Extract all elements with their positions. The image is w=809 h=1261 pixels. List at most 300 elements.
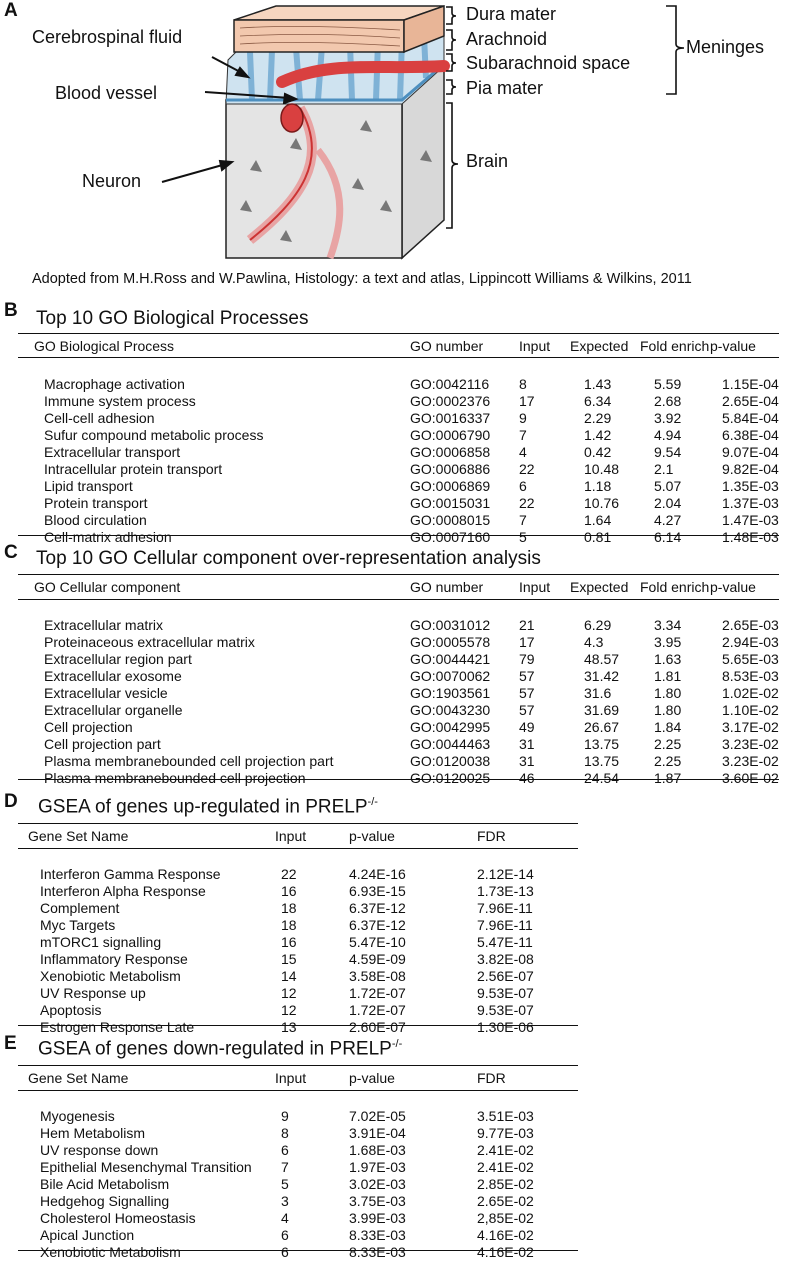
table-cell: Intracellular protein transport: [44, 461, 223, 478]
label-brain: Brain: [466, 151, 509, 171]
table-cell: 24.54: [584, 770, 620, 787]
table-cell: 8.53E-03: [722, 667, 779, 684]
table-row: [34, 426, 780, 443]
table-row: [34, 650, 780, 667]
table-cell: Inflammatory Response: [40, 951, 188, 968]
label-subarachnoid-space: Subarachnoid space: [466, 53, 631, 73]
table-spacer-cell: [28, 848, 577, 865]
table-row: [28, 1244, 577, 1261]
label-cerebrospinal-fluid: Cerebrospinal fluid: [32, 27, 183, 47]
table-cell: Lipid transport: [44, 478, 133, 495]
table-row: [28, 933, 577, 950]
table-row: [34, 616, 780, 633]
table-cell: 2.65E-03: [722, 616, 779, 633]
table-cell: 1.43: [584, 375, 612, 392]
table-cell: 3.23E-02: [722, 736, 779, 753]
table-cell: 15: [281, 951, 297, 968]
table-cell: Plasma membranebounded cell projection: [44, 770, 306, 787]
table-cell: GO:0031012: [410, 616, 491, 633]
table-cell: GO:0044463: [410, 736, 491, 753]
table-row: [34, 702, 780, 719]
table-cell: 31: [519, 736, 535, 753]
table-cell: 2.60E-07: [349, 1019, 406, 1036]
table-row: [34, 443, 780, 460]
table-cell: Cell-cell adhesion: [44, 409, 155, 426]
table-cell: 3.91E-04: [349, 1124, 406, 1141]
table-row: [28, 1193, 577, 1210]
table-row: [28, 1227, 577, 1244]
table-cell: Myogenesis: [40, 1107, 115, 1124]
table-cell: 6.37E-12: [349, 899, 406, 916]
table-cell: 48.57: [584, 650, 620, 667]
label-dura-mater: Dura mater: [466, 4, 557, 24]
table-cell: 8: [519, 375, 527, 392]
column-header: p-value: [349, 828, 395, 844]
table-cell: 4.16E-02: [477, 1227, 534, 1244]
table-cell: 1.37E-03: [722, 495, 779, 512]
table-row: [34, 495, 780, 512]
table-cell: 7: [519, 512, 527, 529]
table-cell: 22: [281, 865, 297, 882]
table-cell: 3.95: [654, 633, 682, 650]
table-cell: GO:0006790: [410, 426, 491, 443]
table-cell: Protein transport: [44, 495, 148, 512]
table-cell: 6: [519, 478, 527, 495]
table-cell: Extracellular region part: [44, 650, 192, 667]
table-cell: 2.65E-04: [722, 392, 779, 409]
table-cell: 9.53E-07: [477, 1002, 534, 1019]
table-cell: 26.67: [584, 719, 620, 736]
table-cell: 2.68: [654, 392, 682, 409]
table-spacer: [34, 358, 780, 375]
table-cell: 3.58E-08: [349, 968, 406, 985]
table-row: [34, 409, 780, 426]
table-row: [34, 753, 780, 770]
table-cell: GO:0005578: [410, 633, 491, 650]
table-cell: 1.10E-02: [722, 702, 779, 719]
table-cell: 46: [519, 770, 535, 787]
table-cell: Sufur compound metabolic process: [44, 426, 264, 443]
table-row: [34, 478, 780, 495]
table-cell: 3.75E-03: [349, 1193, 406, 1210]
table-spacer-cell: [34, 599, 780, 616]
column-header: Input: [519, 338, 551, 354]
table-cell: 6: [281, 1141, 289, 1158]
table-cell: 1.30E-06: [477, 1019, 534, 1036]
table-cell: Xenobiotic Metabolism: [40, 1244, 181, 1261]
table-spacer: [34, 599, 780, 616]
table-row: [28, 899, 577, 916]
table-cell: 4.3: [584, 633, 604, 650]
table-cell: Macrophage activation: [44, 375, 185, 392]
table-row: [34, 529, 780, 546]
table-cell: GO:0006858: [410, 444, 491, 461]
table-cell: 3: [281, 1193, 289, 1210]
table-cell: GO:0120038: [410, 753, 491, 770]
panel-d-title-text: GSEA of genes up-regulated in PRELP: [38, 796, 368, 818]
table-cell: GO:0042995: [410, 719, 491, 736]
table-cell: 4.16E-02: [477, 1244, 534, 1261]
table-cell: 13.75: [584, 753, 620, 770]
table-spacer: [28, 1090, 577, 1107]
panel-e-title-text: GSEA of genes down-regulated in PRELP: [38, 1038, 392, 1060]
panel-letter-a: A: [4, 0, 18, 21]
panel-letter-d: D: [4, 791, 18, 812]
table-row: [34, 719, 780, 736]
table-cell: 3.17E-02: [722, 719, 779, 736]
table-cell: 1.97E-03: [349, 1158, 406, 1175]
label-blood-vessel: Blood vessel: [55, 83, 158, 103]
panel-e-header-row: [28, 1066, 577, 1090]
table-cell: Extracellular transport: [44, 444, 181, 461]
table-cell: 2.41E-02: [477, 1141, 534, 1158]
table-row: [28, 1141, 577, 1158]
table-cell: 2.12E-14: [477, 865, 534, 882]
panel-b-rule-bottom: [18, 535, 779, 536]
table-cell: 1.72E-07: [349, 985, 406, 1002]
table-spacer-cell: [34, 358, 780, 375]
column-header: GO number: [410, 338, 484, 354]
column-header: GO number: [410, 579, 484, 595]
dura-front: [234, 20, 404, 52]
table-cell: 9.82E-04: [722, 461, 779, 478]
table-cell: 6.93E-15: [349, 882, 406, 899]
table-cell: Immune system process: [44, 392, 196, 409]
table-cell: 7.02E-05: [349, 1107, 406, 1124]
table-cell: GO:0015031: [410, 495, 491, 512]
table-cell: GO:0007160: [410, 529, 491, 546]
table-cell: 22: [519, 495, 535, 512]
panel-e-table: [28, 1066, 577, 1261]
table-cell: GO:0008015: [410, 512, 491, 529]
column-header: FDR: [477, 828, 506, 844]
table-cell: 1.35E-03: [722, 478, 779, 495]
table-cell: 3.92: [654, 409, 682, 426]
table-cell: Cell projection part: [44, 736, 161, 753]
table-cell: 5.59: [654, 375, 682, 392]
table-cell: 12: [281, 985, 297, 1002]
table-cell: 1.42: [584, 426, 612, 443]
table-cell: 10.76: [584, 495, 620, 512]
panel-d-title-superscript: -/-: [367, 796, 378, 808]
table-cell: GO:0044421: [410, 650, 491, 667]
table-cell: 7: [519, 426, 527, 443]
table-cell: 18: [281, 916, 297, 933]
table-cell: 2.25: [654, 736, 682, 753]
table-cell: 8.33E-03: [349, 1227, 406, 1244]
table-cell: 57: [519, 702, 535, 719]
table-cell: 5.84E-04: [722, 409, 779, 426]
table-cell: 7.96E-11: [477, 916, 533, 933]
table-cell: 1.87: [654, 770, 682, 787]
table-cell: Hem Metabolism: [40, 1124, 146, 1141]
table-cell: 1.15E-04: [722, 375, 779, 392]
table-row: [28, 1107, 577, 1124]
table-cell: 57: [519, 685, 535, 702]
table-cell: 1.47E-03: [722, 512, 779, 529]
column-header: p-value: [710, 579, 756, 595]
panel-letter-c: C: [4, 542, 18, 563]
table-row: [28, 865, 577, 882]
table-cell: 2.25: [654, 753, 682, 770]
table-cell: 4.94: [654, 426, 682, 443]
table-cell: 6.14: [654, 529, 682, 546]
table-cell: 1.64: [584, 512, 612, 529]
table-row: [28, 882, 577, 899]
table-spacer-cell: [28, 1090, 577, 1107]
table-cell: 1.80: [654, 702, 682, 719]
column-header: GO Cellular component: [34, 579, 181, 595]
table-cell: 7.96E-11: [477, 899, 533, 916]
table-cell: 14: [281, 968, 297, 985]
table-cell: 3.34: [654, 616, 682, 633]
panel-letter-e: E: [4, 1033, 17, 1054]
table-cell: Hedgehog Signalling: [40, 1193, 170, 1210]
table-cell: Extracellular matrix: [44, 616, 164, 633]
table-cell: 3.99E-03: [349, 1210, 406, 1227]
table-cell: GO:0042116: [410, 375, 490, 392]
panel-c-rule-bottom: [18, 779, 779, 780]
table-cell: 49: [519, 719, 535, 736]
panel-b-header-row: [34, 334, 780, 358]
table-cell: 2.85E-02: [477, 1176, 534, 1193]
table-cell: GO:0043230: [410, 702, 491, 719]
panel-d-table: [28, 824, 577, 1036]
table-cell: GO:0006869: [410, 478, 491, 495]
table-cell: 5: [519, 529, 527, 546]
column-header: FDR: [477, 1070, 506, 1086]
table-cell: 22: [519, 461, 535, 478]
table-cell: 2.94E-03: [722, 633, 779, 650]
panel-e-rule-header: [18, 1090, 578, 1091]
table-cell: GO:0120025: [410, 770, 491, 787]
table-cell: Extracellular organelle: [44, 702, 183, 719]
panel-c-table: [34, 575, 780, 787]
table-cell: 1.81: [654, 667, 682, 684]
panel-c-title: Top 10 GO Cellular component over-representation analysis: [36, 548, 541, 569]
panel-e-rule-bottom: [18, 1250, 578, 1251]
table-cell: UV Response up: [40, 985, 146, 1002]
table-cell: mTORC1 signalling: [40, 934, 162, 951]
label-pia-mater: Pia mater: [466, 78, 544, 98]
panel-d-rule-header: [18, 848, 578, 849]
column-header: Input: [275, 1070, 307, 1086]
table-row: [28, 916, 577, 933]
table-cell: 4: [519, 444, 527, 461]
column-header: Fold enrich: [640, 338, 710, 354]
table-cell: 5.65E-03: [722, 650, 779, 667]
table-cell: Interferon Gamma Response: [40, 865, 221, 882]
table-cell: 9.53E-07: [477, 985, 534, 1002]
table-row: [34, 736, 780, 753]
table-cell: 4.59E-09: [349, 951, 406, 968]
table-cell: 17: [519, 392, 535, 409]
table-cell: 79: [519, 650, 535, 667]
table-cell: 9: [281, 1107, 289, 1124]
panel-b-table: [34, 334, 780, 546]
table-cell: 1.18: [584, 478, 612, 495]
table-cell: GO:0006886: [410, 461, 491, 478]
table-cell: 6: [281, 1227, 289, 1244]
panel-b-rule-header: [18, 357, 779, 358]
table-cell: 7: [281, 1158, 289, 1175]
panel-d-title: [38, 796, 378, 818]
column-header: GO Biological Process: [34, 338, 175, 354]
table-cell: 16: [281, 934, 297, 951]
table-cell: GO:0002376: [410, 392, 491, 409]
table-cell: 9.77E-03: [477, 1124, 534, 1141]
column-header: Gene Set Name: [28, 1070, 129, 1086]
table-cell: 2.65E-02: [477, 1193, 534, 1210]
table-row: [34, 512, 780, 529]
table-cell: Blood circulation: [44, 512, 147, 529]
column-header: Gene Set Name: [28, 828, 129, 844]
table-cell: Extracellular vesicle: [44, 685, 168, 702]
table-cell: Cell projection: [44, 719, 133, 736]
table-cell: 2.41E-02: [477, 1158, 534, 1175]
table-cell: 31: [519, 753, 535, 770]
table-cell: 2.56E-07: [477, 968, 534, 985]
table-row: [28, 1158, 577, 1175]
table-cell: Myc Targets: [40, 916, 116, 933]
table-cell: Estrogen Response Late: [40, 1019, 195, 1036]
table-row: [34, 375, 780, 392]
table-cell: 18: [281, 899, 297, 916]
column-header: Fold enrich: [640, 579, 710, 595]
table-cell: 31.6: [584, 685, 612, 702]
table-cell: 1.72E-07: [349, 1002, 406, 1019]
table-row: [34, 633, 780, 650]
table-cell: 5.07: [654, 478, 682, 495]
table-cell: 1.02E-02: [722, 685, 779, 702]
table-cell: 4: [281, 1210, 289, 1227]
table-cell: GO:0016337: [410, 409, 491, 426]
table-cell: 0.42: [584, 444, 612, 461]
table-cell: 1.73E-13: [477, 882, 534, 899]
table-cell: 8: [281, 1124, 289, 1141]
table-cell: 16: [281, 882, 297, 899]
table-cell: 0.81: [584, 529, 612, 546]
table-cell: 8.33E-03: [349, 1244, 406, 1261]
panel-letter-b: B: [4, 300, 18, 321]
table-cell: 1.48E-03: [722, 529, 779, 546]
column-header: p-value: [349, 1070, 395, 1086]
table-cell: 5.47E-11: [477, 934, 533, 951]
table-cell: 9: [519, 409, 527, 426]
table-cell: Bile Acid Metabolism: [40, 1176, 170, 1193]
table-cell: 13.75: [584, 736, 620, 753]
table-cell: 31.42: [584, 667, 620, 684]
table-cell: 21: [519, 616, 535, 633]
panel-d-header-row: [28, 824, 577, 848]
table-cell: 3.02E-03: [349, 1176, 406, 1193]
table-cell: 3.23E-02: [722, 753, 779, 770]
table-cell: 5.47E-10: [349, 934, 406, 951]
table-cell: 3.82E-08: [477, 951, 534, 968]
table-cell: 2.04: [654, 495, 682, 512]
column-header: Expected: [570, 338, 629, 354]
table-cell: Apoptosis: [40, 1002, 102, 1019]
column-header: Input: [519, 579, 551, 595]
table-cell: UV response down: [40, 1141, 159, 1158]
table-cell: 9.07E-04: [722, 444, 779, 461]
label-meninges: Meninges: [686, 37, 765, 57]
table-cell: 5: [281, 1176, 289, 1193]
table-cell: 6: [281, 1244, 289, 1261]
panel-c-rule-header: [18, 599, 779, 600]
table-row: [28, 1002, 577, 1019]
table-cell: Cholesterol Homeostasis: [40, 1210, 196, 1227]
table-row: [28, 1175, 577, 1192]
table-cell: 13: [281, 1019, 297, 1036]
table-cell: 6.29: [584, 616, 612, 633]
label-arachnoid: Arachnoid: [466, 29, 548, 49]
column-header: p-value: [710, 338, 756, 354]
panel-b-title: Top 10 GO Biological Processes: [36, 308, 309, 329]
table-cell: 2,85E-02: [477, 1210, 534, 1227]
column-header: Input: [275, 828, 307, 844]
table-row: [28, 1019, 577, 1036]
vessel-cross-section: [281, 104, 303, 132]
column-header: Expected: [570, 579, 629, 595]
panel-d-rule-bottom: [18, 1025, 578, 1026]
table-row: [34, 461, 780, 478]
table-cell: Interferon Alpha Response: [40, 882, 206, 899]
table-cell: 12: [281, 1002, 297, 1019]
table-cell: 10.48: [584, 461, 620, 478]
table-row: [34, 667, 780, 684]
table-row: [28, 968, 577, 985]
table-row: [28, 985, 577, 1002]
label-neuron: Neuron: [82, 171, 142, 191]
table-row: [34, 684, 780, 701]
table-cell: Complement: [40, 899, 120, 916]
table-cell: 6.37E-12: [349, 916, 406, 933]
table-row: [34, 392, 780, 409]
table-cell: 1.68E-03: [349, 1141, 406, 1158]
table-cell: Extracellular exosome: [44, 667, 182, 684]
table-cell: 4.27: [654, 512, 682, 529]
table-cell: 31.69: [584, 702, 620, 719]
table-spacer: [28, 848, 577, 865]
table-cell: Xenobiotic Metabolism: [40, 968, 181, 985]
table-cell: 57: [519, 667, 535, 684]
table-cell: 2.29: [584, 409, 612, 426]
table-cell: Plasma membranebounded cell projection part: [44, 753, 334, 770]
table-cell: 6.38E-04: [722, 426, 779, 443]
table-row: [28, 1210, 577, 1227]
panel-e-title: [38, 1038, 402, 1060]
table-cell: 3.51E-03: [477, 1107, 534, 1124]
table-cell: 6.34: [584, 392, 612, 409]
table-cell: 4.24E-16: [349, 865, 406, 882]
table-row: [28, 1124, 577, 1141]
table-cell: GO:1903561: [410, 685, 491, 702]
panel-c-header-row: [34, 575, 780, 599]
table-cell: Cell-matrix adhesion: [44, 529, 172, 546]
table-cell: 1.84: [654, 719, 682, 736]
table-cell: GO:0070062: [410, 667, 491, 684]
table-cell: 3.60E-02: [722, 770, 779, 787]
table-cell: 1.80: [654, 685, 682, 702]
table-cell: 9.54: [654, 444, 682, 461]
table-cell: 2.1: [654, 461, 674, 478]
panel-e-title-superscript: -/-: [391, 1038, 403, 1050]
table-cell: 17: [519, 633, 535, 650]
figure-citation: Adopted from M.H.Ross and W.Pawlina, Histology: a text and atlas, Lippincott Williams & Wilkins, 2011: [32, 271, 692, 287]
table-row: [28, 951, 577, 968]
table-cell: 1.63: [654, 650, 682, 667]
